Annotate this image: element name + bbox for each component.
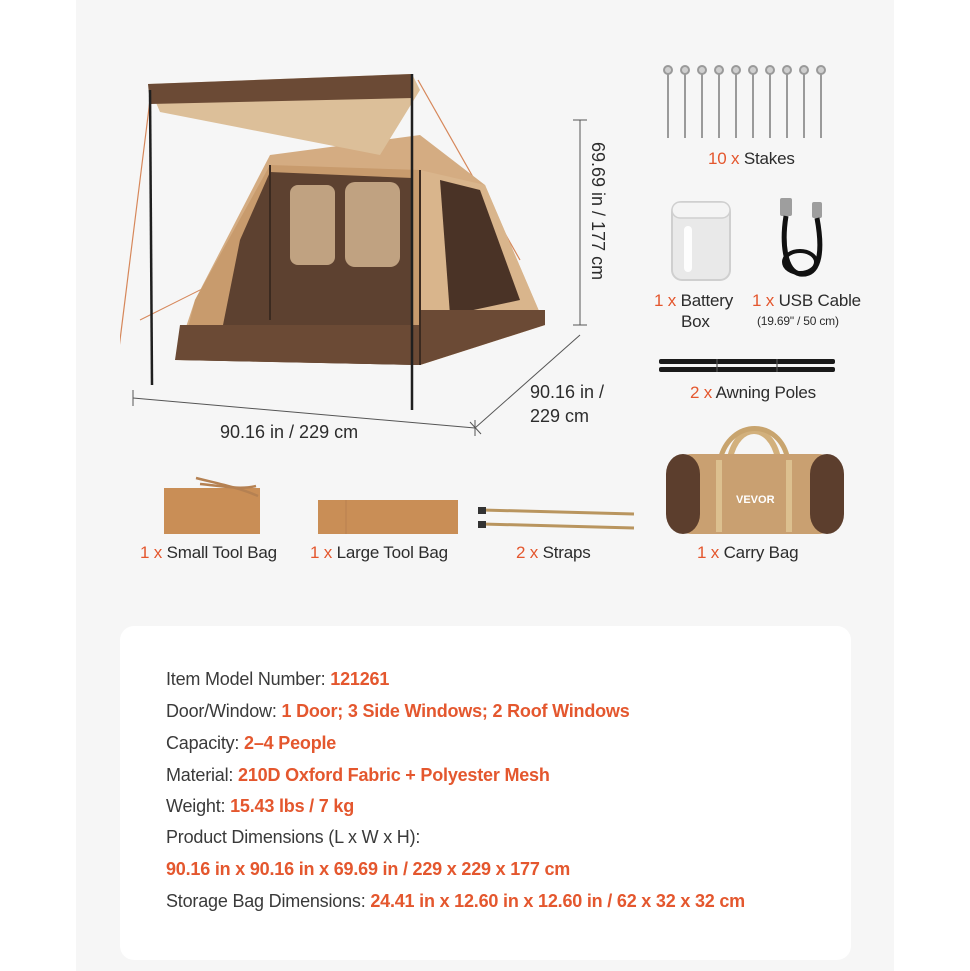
- stakes-image: [660, 62, 830, 142]
- carry-bag-label: 1 x Carry Bag: [697, 543, 799, 562]
- straps-label: 2 x Straps: [516, 543, 591, 562]
- dimension-lines: [125, 110, 595, 440]
- straps-image: [478, 504, 638, 534]
- carry-bag-brand: VEVOR: [736, 494, 775, 506]
- depth-dimension-label-line1: 90.16 in /: [530, 382, 605, 402]
- spec-product-dimensions-label: Product Dimensions (L x W x H):: [166, 827, 421, 847]
- spec-capacity: Capacity: 2–4 People: [166, 733, 337, 753]
- spec-material: Material: 210D Oxford Fabric + Polyester Mesh: [166, 765, 550, 785]
- spec-model: Item Model Number: 121261: [166, 669, 390, 689]
- small-tool-bag-image: [160, 474, 270, 536]
- height-dimension-label: 69.69 in / 177 cm: [588, 142, 608, 281]
- carry-bag-image: [660, 418, 850, 538]
- usb-cable-image: [772, 196, 832, 282]
- large-tool-bag-label: 1 x Large Tool Bag: [310, 543, 448, 562]
- awning-poles-label: 2 x Awning Poles: [690, 383, 816, 402]
- battery-box-label: 1 x Battery: [654, 291, 734, 310]
- spec-storage-dimensions: Storage Bag Dimensions: 24.41 in x 12.60 in x 12.60 in / 62 x 32 x 32 cm: [166, 891, 745, 911]
- usb-cable-label: 1 x USB Cable: [752, 291, 861, 310]
- small-tool-bag-label: 1 x Small Tool Bag: [140, 543, 277, 562]
- width-dimension-label: 90.16 in / 229 cm: [220, 422, 359, 442]
- battery-box-label-line2: Box: [681, 312, 710, 331]
- spec-weight: Weight: 15.43 lbs / 7 kg: [166, 796, 354, 816]
- usb-cable-spec: (19.69" / 50 cm): [757, 314, 839, 328]
- specifications-card: [120, 626, 851, 960]
- awning-poles-image: [657, 356, 837, 376]
- depth-dimension-label-line2: 229 cm: [530, 406, 590, 426]
- spec-door-window: Door/Window: 1 Door; 3 Side Windows; 2 Roof Windows: [166, 701, 630, 721]
- stakes-label: 10 x Stakes: [708, 149, 795, 168]
- battery-box-image: [668, 198, 734, 284]
- spec-product-dimensions-value: 90.16 in x 90.16 in x 69.69 in / 229 x 229 x 177 cm: [166, 859, 571, 879]
- large-tool-bag-image: [316, 496, 460, 538]
